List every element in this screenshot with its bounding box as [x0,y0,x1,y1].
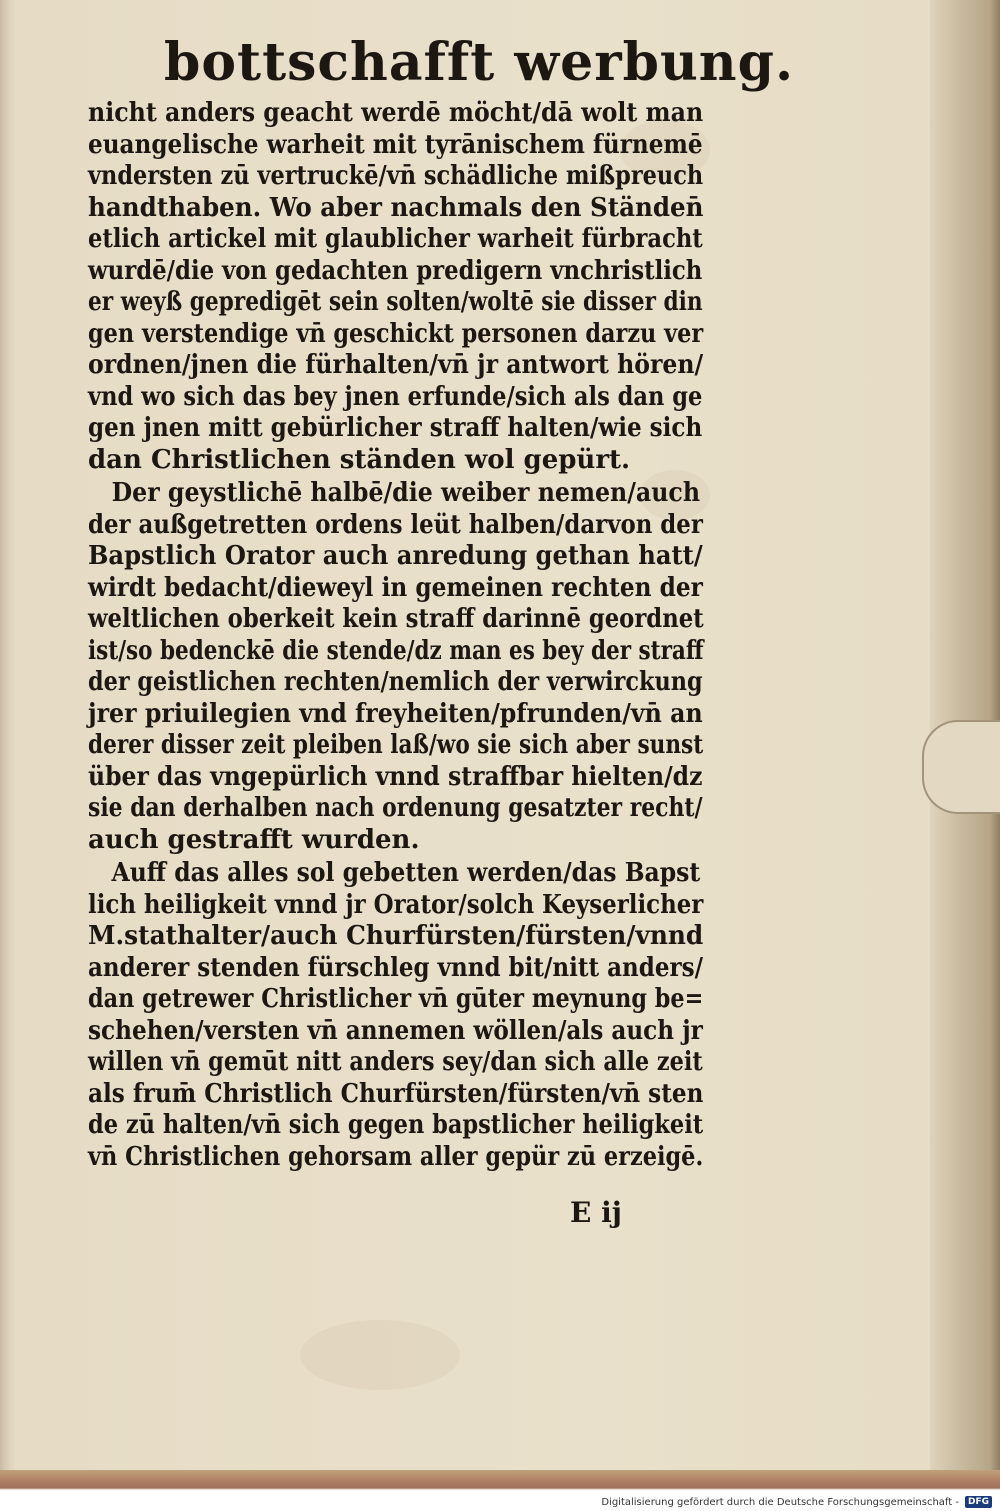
text-line: auch gestrafft wurden. [88,824,420,855]
text-line: ist/so bedenckē die stende/dz man es bey der straff [88,635,704,666]
bookmark-tab [922,720,1000,814]
text-line: anderer stenden fürschleg vnnd bit/nitt anders/ [88,952,703,983]
text-line: über das vngepürlich vnnd straffbar hielten/dz [88,761,703,792]
credit-text: Digitalisierung gefördert durch die Deutsche Forschungsgemeinschaft - [601,1496,959,1508]
text-line: de zū halten/vn̄ sich gegen bapstlicher heiligkeit [88,1110,704,1140]
text-line: wurdē/die von gedachten predigern vnchristlich [88,255,703,286]
text-line: dan getrewer Christlicher vn̄ gūter meynung be= [88,984,704,1014]
text-line: handthaben. Wo aber nachmals den Ständen̄ [88,192,704,223]
text-line: weltlichen oberkeit kein straff darinnē geordnet [88,604,704,634]
signature-mark: E ij [570,1196,622,1229]
text-line: euangelische warheit mit tyrānischem fürnemē [88,129,703,160]
paper-stain [300,1320,460,1390]
text-line: derer disser zeit pleiben laß/wo sie sich aber sunst [88,730,704,760]
dfg-logo: DFG [965,1496,992,1508]
text-line: der geistlichen rechten/nemlich der verwirckung [88,667,703,697]
text-line: Auff das alles sol gebetten werden/das Bapst [111,858,701,888]
text-line: gen verstendige vn̄ geschickt personen darzu ver [88,318,704,349]
text-line: vndersten zū vertruckē/vn̄ schädliche mißpreuch [88,161,704,191]
text-line: gen jnen mitt gebürlicher straff halten/wie sich [88,413,703,443]
text-line: der außgetretten ordens leüt halben/darvon der [88,509,703,540]
text-line: er weyß gepredigēt sein solten/woltē sie disser din [88,287,703,317]
text-block [88,28,795,1173]
text-line: Bapstlich Orator auch anredung gethan hatt/ [88,541,703,571]
text-line: wirdt bedacht/dieweyl in gemeinen rechten der [88,572,703,603]
text-line: dan Christlichen ständen wol gepürt. [88,444,631,475]
text-line: nicht anders geacht werdē möcht/dā wolt man [88,98,704,128]
running-head: bottschafft werbung. [164,32,795,93]
digitization-credit [601,1496,992,1508]
text-line: lich heiligkeit vnnd jr Orator/solch Keyserlicher [88,889,704,920]
text-line: jrer priuilegien vnd freyheiten/pfrunden/vn̄ an [88,698,703,729]
text-line: M.stathalter/auch Churfürsten/fürsten/vnnd [88,921,704,951]
text-line: sie dan derhalben nach ordenung gesatzter recht/ [88,793,703,823]
text-line: schehen/versten vn̄ annemen wöllen/als auch jr [88,1015,703,1046]
text-line: ordnen/jnen die fürhalten/vn̄ jr antwort hören/ [88,350,704,380]
text-line: vnd wo sich das bey jnen erfunde/sich als dan ge [88,381,703,412]
text-line: als frum̄ Christlich Churfürsten/fürsten/vn̄ sten [88,1078,704,1109]
text-line: willen vn̄ gemūt nitt anders sey/dan sich alle zeit [88,1047,703,1077]
text-line: Der geystlichē halbē/die weiber nemen/auch [111,478,701,508]
text-line: etlich artickel mit glaublicher warheit fürbracht [88,224,703,254]
text-line: vn̄ Christlichen gehorsam aller gepür zū erzeigē. [88,1141,704,1172]
